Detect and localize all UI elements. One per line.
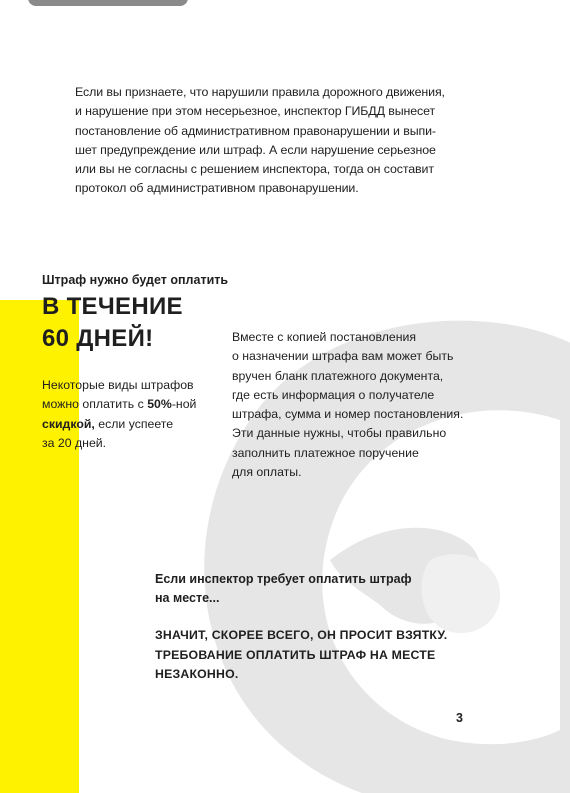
discount-paragraph: [42, 376, 242, 453]
payment-line: где есть информация о получателе: [232, 387, 435, 402]
payment-line: для оплаты.: [232, 465, 302, 480]
payment-line: заполнить платежное поручение: [232, 445, 419, 460]
intro-paragraph: [75, 83, 475, 199]
payment-line: о назначении штрафа вам может быть: [232, 349, 454, 364]
payment-paragraph: [232, 328, 492, 482]
bribe-line: ТРЕБОВАНИЕ ОПЛАТИТЬ ШТРАФ НА МЕСТЕ: [155, 647, 436, 662]
intro-line: или вы не согласны с решением инспектора, тогда он составит: [75, 162, 434, 177]
intro-line: Если вы признаете, что нарушили правила дорожного движения,: [75, 85, 445, 99]
intro-line: протокол об административном правонарушении.: [75, 181, 359, 196]
discount-text: за 20 дней.: [42, 435, 107, 450]
fine-subheading: Штраф нужно будет оплатить: [42, 273, 229, 287]
discount-text: если успеете: [94, 416, 174, 431]
bribe-line: ЗНАЧИТ, СКОРЕЕ ВСЕГО, ОН ПРОСИТ ВЗЯТКУ.: [155, 628, 448, 642]
onsite-line: Если инспектор требует оплатить штраф: [155, 572, 412, 586]
payment-line: Вместе с копией постановления: [232, 330, 417, 344]
onsite-question: [155, 570, 455, 608]
page-number: 3: [456, 711, 463, 725]
yellow-accent-bar: [0, 300, 79, 793]
discount-text: можно оплатить с: [42, 397, 148, 412]
payment-line: штрафа, сумма и номер постановления.: [232, 407, 464, 422]
discount-percent: 50%: [147, 397, 172, 412]
deadline-line-1: В ТЕЧЕНИЕ: [42, 293, 183, 320]
discount-word: скидкой,: [42, 416, 95, 431]
intro-line: и нарушение при этом несерьезное, инспектор ГИБДД вынесет: [75, 104, 436, 119]
top-tab: [28, 0, 188, 6]
bribe-line: НЕЗАКОННО.: [155, 667, 239, 681]
discount-text: Некоторые виды штрафов: [42, 378, 194, 392]
deadline-line-2: 60 ДНЕЙ!: [42, 325, 154, 352]
intro-line: постановление об административном правонарушении и выпи-: [75, 123, 436, 138]
fine-deadline-heading: [42, 291, 183, 355]
payment-line: вручен бланк платежного документа,: [232, 368, 444, 383]
payment-line: Эти данные нужны, чтобы правильно: [232, 426, 447, 441]
onsite-line: на месте...: [155, 591, 220, 605]
discount-text: -ной: [171, 397, 197, 412]
intro-line: шет предупреждение или штраф. А если нарушение серьезное: [75, 142, 436, 157]
bribe-warning: [155, 626, 475, 685]
